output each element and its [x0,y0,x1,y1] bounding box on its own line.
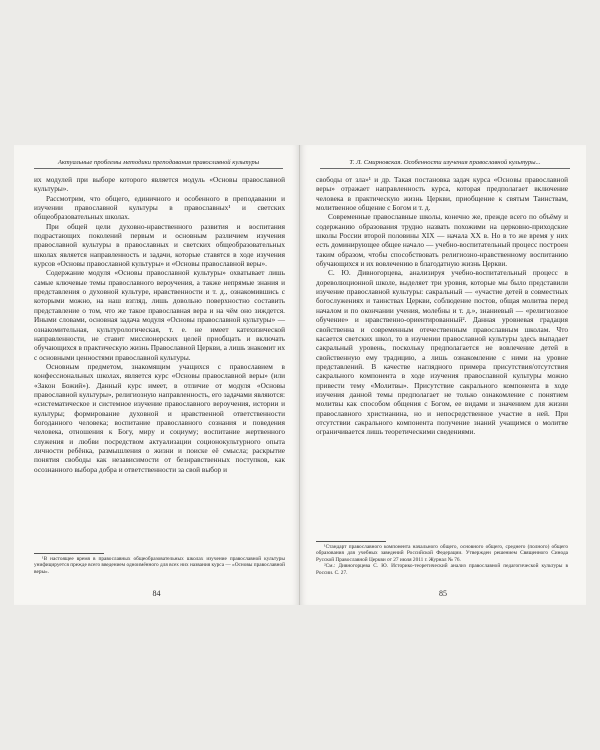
left-page-number: 84 [152,589,161,598]
left-paragraph-4: Содержание модуля «Основы православной культуры» охватывает лишь самые ключевые темы православного вероучения, а также непрямые знания и представления о духовной культуре, нравственности и т. д., ознакомившись с которыми можно, на наш взгляд, лишь довольно поверхностно составить представление о том, что же такое православная вера и на чём оно зиждется. Иными словами, основная задача модуля «Основы православной культуры» — ознакомительная, культурологическая, т. е. не имеет катехизической направленности, не ставит миссионерских целей приобщать и включать обучающихся в практическую жизнь Православной Церкви, а лишь знакомит их с основными ценностями православной культуры. [34,268,285,362]
right-footnote-2: ²См.: Дивногорцева С. Ю. Историко-теоретический анализ православной педагогической культуры в России. С. 27. [316,563,568,576]
left-paragraph-2: Рассмотрим, что общего, единичного и особенного в преподавании и изучении православной культуры в православных¹ и светских общеобразовательных школах. [34,193,285,222]
left-paragraph-3: При общей цели духовно-нравственного развития и воспитания подрастающих поколений первым и основным различием изучения православной культуры в православных и светских общеобразовательных школах является направленность и задачи, которые ставятся в ходе изучения курсов «Основы православной культуры» и «Основы православной веры». [34,221,285,269]
book-spread [14,145,586,605]
right-page [300,145,586,605]
right-footnotes [316,541,568,576]
left-running-head: Актуальные проблемы методики преподавания православной культуры [34,159,283,169]
left-paragraph-1: их модулей при выборе которого является модуль «Основы православной культуры». [34,175,285,194]
left-page [14,145,300,605]
right-running-head: Т. Л. Смирновская. Особенности изучения православной культуры... [320,159,570,169]
right-page-number: 85 [439,589,447,598]
left-body-text [34,175,285,474]
left-footnotes [34,553,285,575]
right-paragraph-1: свободы от зла»¹ и др. Такая постановка задач курса «Основы православной веры» отражает направленность курса, которая предполагает включение человека в практическую жизнь Церкви, приобщение к святым Таинствам, молитвенное общение с Богом и т. д. [316,175,568,213]
left-paragraph-5: Основным предметом, знакомящим учащихся с православием в конфессиональных школах, является курс «Основы православной веры» (или «Закон Божий»). Данный курс имеет, в отличие от модуля «Основы православной культуры», религиозную направленность, его задачами являются: «систематическое и системное изучение православного вероучения, истории и культуры; формирование духовной и нравственной ответственности богоданного человека; воспитание православного сознания и поведения человека, отношения к Богу, миру и социуму; воспитание жертвенного служения и любви посредством актуализации соционокультурного опыта личности ребёнка, размышления о жизни и поиске её смысла; раскрытие понятия свободы как независимости от безнравственных поступков, как осознанного выбора добра и ответственности за свой выбор и [34,361,285,474]
right-body-text [316,175,568,437]
right-paragraph-2: Современные православные школы, конечно же, прежде всего по объёму и содержанию образования трудно назвать похожими на церковно-приходские школы России второй половины XIX — начала XX в. Но в то же время у них есть доминирующее общее начало — учебно-воспитательный процесс построен таким образом, чтобы способствовать религиозно-нравственному воспитанию обучающихся и их вовлечению в благодатную жизнь Церкви. [316,212,568,269]
right-paragraph-3: С. Ю. Дивногорцева, анализируя учебно-воспитательный процесс в дореволюционной школе, выделяет три уровня, которые мы было представили изучение православной культуры: сакральный — «участие детей в совместных богослужениях и таинствах Церкви, соблюдение постов, общая молитва перед началом и по окончании учения, молебны и т. д.», знаниевый — «религиозное обучение» и нравственно-ориентированный². Данная уровневая градация свойственна и современным отечественным православным школам. Что касается светских школ, то в изучении православной культуры здесь выпадает сакральный уровень, поскольку предполагается не вовлечение детей в свойственную ему традицию, а лишь ознакомление с ними на уровне представлений. В качестве наглядного примера присутствия/отсутствия сакрального компонента в ходе изучения православной культуры можно привести тему «Молитвы». Присутствие сакрального компонента в ходе изучения данной темы предполагает не только ознакомление с понятием молитвы как способом общения с Богом, ее видами и значением для жизни православного христианина, но и непосредственное участие в ней. При отсутствии сакрального компонента получение знаний учащимся о молитве ограничивается лишь теоретическими сведениями. [316,268,568,437]
right-footnote-1: ¹Стандарт православного компонента начального общего, основного общего, среднего (полного) общего образования для учебных заведений Российской Федерации. Утвержден решением Священного Синода Русской Православной Церкви от 27 июля 2011 г. Журнал № 76. [316,544,568,563]
left-footnote-1: ¹В настоящее время в православных общеобразовательных школах изучение православной культуры унифицируется прежде всего введением одноимённого для всех них названия курса — «Основы православной веры». [34,556,285,575]
